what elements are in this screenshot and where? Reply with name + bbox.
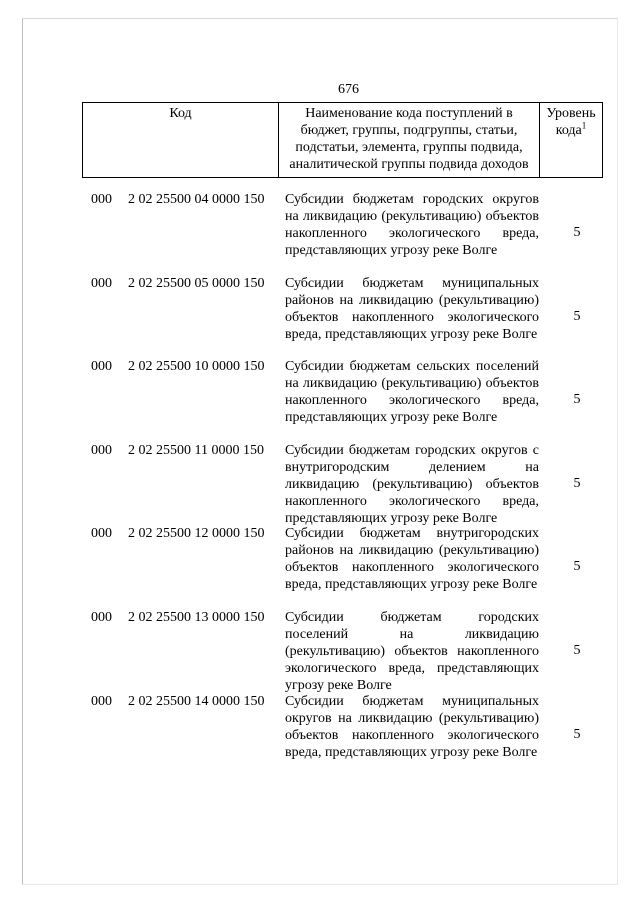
page-number: 676 — [338, 82, 359, 97]
row-level: 5 — [573, 225, 581, 240]
row-admin-code: 000 — [91, 609, 112, 625]
row-name: Субсидии бюджетам муниципальных районов на ликвидацию (рекультивацию) объектов накопленного экологического вреда, представляющих угрозу реке Волге — [285, 275, 539, 342]
table-header — [82, 102, 603, 178]
table-body — [0, 191, 640, 776]
row-name: Субсидии бюджетам городских округов с внутригородским делением на ликвидацию (рекультивацию) объектов накопленного экологического вреда, представляющих угрозу реке Волге — [285, 442, 539, 526]
row-budget-code: 2 02 25500 10 0000 150 — [128, 359, 265, 375]
row-budget-code: 2 02 25500 05 0000 150 — [128, 275, 265, 291]
row-admin-code: 000 — [91, 442, 112, 458]
header-row — [83, 103, 603, 178]
table-row — [0, 525, 640, 609]
row-budget-code: 2 02 25500 04 0000 150 — [128, 192, 265, 207]
row-admin-code: 000 — [91, 526, 112, 542]
row-budget-code: 2 02 25500 12 0000 150 — [128, 526, 265, 542]
header-level — [540, 103, 603, 178]
row-budget-code: 2 02 25500 14 0000 150 — [128, 693, 265, 709]
row-level: 5 — [573, 559, 581, 575]
row-budget-code: 2 02 25500 11 0000 150 — [128, 442, 264, 458]
row-level: 5 — [573, 726, 581, 742]
row-admin-code: 000 — [91, 192, 112, 207]
row-admin-code: 000 — [91, 275, 112, 291]
row-level: 5 — [573, 642, 581, 658]
row-name: Субсидии бюджетам городских округов на ликвидацию (рекультивацию) объектов накопленного экологического вреда, представляющих угрозу реке Волге — [285, 192, 539, 258]
row-admin-code: 000 — [91, 693, 112, 709]
table-row — [0, 358, 640, 442]
row-name: Субсидии бюджетам сельских поселений на ликвидацию (рекультивацию) объектов накопленного экологического вреда, представляющих угрозу реке Волге — [285, 359, 539, 426]
header-name-label: Наименование кода поступлений в бюджет, группы, подгруппы, статьи, подстатьи, элемента, группы подвида, аналитической группы подвида доходов — [289, 106, 529, 172]
header-code — [83, 103, 279, 178]
row-budget-code: 2 02 25500 13 0000 150 — [128, 609, 265, 625]
table-row — [0, 191, 640, 275]
table-row — [0, 609, 640, 693]
table-row — [0, 693, 640, 777]
row-admin-code: 000 — [91, 359, 112, 375]
table-row — [0, 442, 640, 526]
header-level-label: Уровень кода — [546, 106, 596, 138]
row-name: Субсидии бюджетам внутригородских районов на ликвидацию (рекультивацию) объектов накопленного экологического вреда, представляющих угрозу реке Волге — [285, 526, 539, 593]
row-level: 5 — [573, 308, 581, 324]
row-level: 5 — [573, 392, 581, 408]
table-row — [0, 275, 640, 359]
header-name — [279, 103, 540, 178]
row-name: Субсидии бюджетам городских поселений на ликвидацию (рекультивацию) объектов накопленного экологического вреда, представляющих угрозу реке Волге — [285, 609, 539, 693]
row-name: Субсидии бюджетам муниципальных округов на ликвидацию (рекультивацию) объектов накопленного экологического вреда, представляющих угрозу реке Волге — [285, 693, 539, 760]
row-level: 5 — [573, 475, 581, 491]
footnote-marker: 1 — [581, 120, 587, 131]
header-code-label: Код — [169, 106, 192, 121]
